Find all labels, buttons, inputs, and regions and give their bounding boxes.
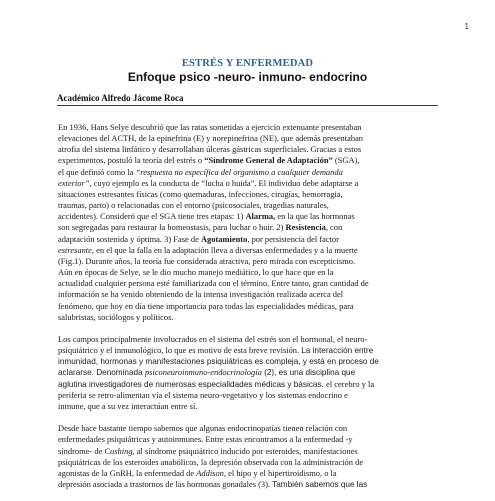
text-run: Addison (196, 467, 224, 478)
text-line (58, 133, 443, 144)
text-run: situaciones estresantes físicas (como quemaduras, infecciones, cirugías, hemorragia, (58, 188, 343, 199)
text-line (58, 379, 443, 390)
text-run: psiconeuroinmuno-endocrinología (144, 367, 262, 378)
header-divider (57, 105, 438, 106)
text-run: aglutina investigadores de numerosas especialidades médicas y básicas. (58, 379, 327, 389)
text-run: elevaciones del ACTH, de la epinefrina (E) y norepinefrina (NE), que además presentaban (58, 133, 364, 144)
text-line (58, 200, 443, 211)
text-run: enfermedades psiquiátricas y autoinmunes. Entre estas encontramos a la enfermedad -y (58, 434, 353, 445)
text-run: , el hipo y el hipertiroidismo, o la (223, 467, 337, 478)
text-line (58, 245, 443, 256)
text-line (58, 367, 443, 378)
page-number: 1 (464, 22, 469, 31)
text-run: Alarma, (245, 211, 276, 222)
text-run: agonistas de la GnRH, la enfermedad de (58, 467, 197, 478)
text-line (58, 167, 443, 178)
text-run: adaptación sostenida y óptima. 3) Fase de (58, 233, 201, 244)
text-run: actualidad cualquier persona esté familiarizada con el término. Entre tanto, gran cantidad de (58, 278, 369, 289)
text-line (58, 256, 443, 267)
text-run: , cuyo ejemplo es la conducta de “lucha o huida”. El individuo debe adaptarse a (89, 177, 359, 188)
text-run: También sabemos que las (272, 479, 368, 489)
text-run: (SGA), (332, 155, 360, 166)
text-run: fenómeno, que hoy en día tiene importancia para todas las especialidades médicas, para (58, 300, 354, 311)
text-run: Aún en épocas de Selye, se le dio mucho manejo mediático, lo que hace que en la (58, 267, 334, 278)
text-run: psiquiátrico y el inmunológico, lo que es motivo de esta breve revisión. (58, 345, 302, 356)
text-run: información se ha venido obteniendo de la intensa investigación realizada acerca del (58, 289, 344, 300)
text-run: Desde hace bastante tiempo sabemos que algunas endocrinopatías tienen relación con (58, 423, 348, 434)
text-line (58, 189, 443, 200)
paragraph (58, 423, 443, 490)
author-name: Académico Alfredo Jácome Roca (57, 93, 184, 103)
text-line (58, 178, 443, 189)
text-line (58, 457, 443, 468)
text-line (58, 222, 443, 233)
text-run: es una disciplina que (278, 368, 356, 378)
text-run: (Fig.1). Durante años, la teoría fue considerada atractiva, pero mirada con escepticismo. (58, 255, 356, 266)
text-line (58, 301, 443, 312)
text-run: el que definió como la (58, 166, 136, 177)
text-line (58, 278, 443, 289)
text-run: Agotamiento (200, 233, 248, 244)
text-line (58, 312, 443, 323)
text-run: “respuesta no específica del organismo a cualquier demanda (135, 166, 343, 177)
text-run: depresión asociada a trastornos de las hormonas gonadales (3). (58, 478, 273, 489)
text-line (58, 423, 443, 434)
text-run: periferia se retro-alimentan vía el sistema neuro-vegetativo y los sistemas endocrino e (58, 389, 348, 400)
document-subtitle: Enfoque psico -neuro- inmuno- endocrino (127, 70, 368, 84)
text-run: aclararse. Denominada (58, 368, 145, 378)
text-run: accidentes). Consideró que el SGA tiene tres etapas: 1) (58, 211, 246, 222)
text-line (58, 211, 443, 222)
text-run: inmune, que a su vez interactúan entre sí. (58, 400, 198, 411)
text-run: (2), (261, 368, 279, 378)
text-run: experimentos, postuló la teoría del estrés o (58, 155, 205, 166)
text-run: , al síndrome psiquiátrico inducido por esteroides, manifestaciones (132, 445, 358, 456)
text-run: “Síndrome General de Adaptación” (204, 155, 333, 166)
text-line (58, 446, 443, 457)
text-line (58, 144, 443, 155)
text-run: , por persistencia del factor (247, 233, 339, 244)
text-run: , con (325, 222, 343, 233)
paragraph (58, 122, 443, 323)
text-run: Cushing (104, 445, 133, 456)
text-line (58, 434, 443, 445)
text-line (58, 122, 443, 133)
document-title: ESTRÉS Y ENFERMEDAD (181, 58, 314, 69)
text-run: psiquiátricas de los esteroides anabólicos, la depresión observada con la administración de (58, 456, 364, 467)
text-run: inmunidad, hormonas y manifestaciones psiquiátricas es compleja, y está en proceso de (58, 357, 379, 367)
text-run: exterior” (58, 177, 90, 188)
text-run: atrofia del sistema linfático y desarrollaban úlceras gástricas superficiales. Gracias a estos (58, 144, 362, 155)
text-line (58, 334, 443, 345)
text-line (58, 401, 443, 412)
text-run: En 1936, Hans Selye descubrió que las ratas sometidas a ejercicio extenuante presentaban (58, 122, 362, 132)
text-run: síndrome- de (58, 445, 105, 456)
text-run: estresante (58, 244, 92, 255)
text-line (58, 234, 443, 245)
text-line (58, 345, 443, 356)
text-run: Los campos principalmente involucrados en el sistema del estrés son el hormonal, el neuro- (58, 333, 368, 344)
text-run: son segregadas para restaurar la homeostasis, para luchar o huir. 2) (58, 222, 286, 233)
document-body (58, 122, 443, 501)
text-line (58, 356, 443, 367)
text-run: Resistencia (285, 222, 326, 233)
text-run: La interacción entre (301, 346, 374, 356)
text-line (58, 155, 443, 166)
text-run: en la que las hormonas (275, 211, 355, 222)
text-run: el cerebro y la (326, 378, 375, 389)
text-line (58, 289, 443, 300)
text-run: salubristas, sociólogos y políticos. (58, 311, 174, 322)
text-line (58, 468, 443, 479)
text-line (58, 267, 443, 278)
text-line (58, 479, 443, 490)
text-run: , en el que la falla en la adaptación lleva a diversas enfermedades y a la muerte (91, 244, 358, 255)
paragraph (58, 334, 443, 412)
text-line (58, 390, 443, 401)
text-run: traumas, parto) o relacionadas con el entorno (psicosociales, tragedias naturales, (58, 200, 329, 211)
